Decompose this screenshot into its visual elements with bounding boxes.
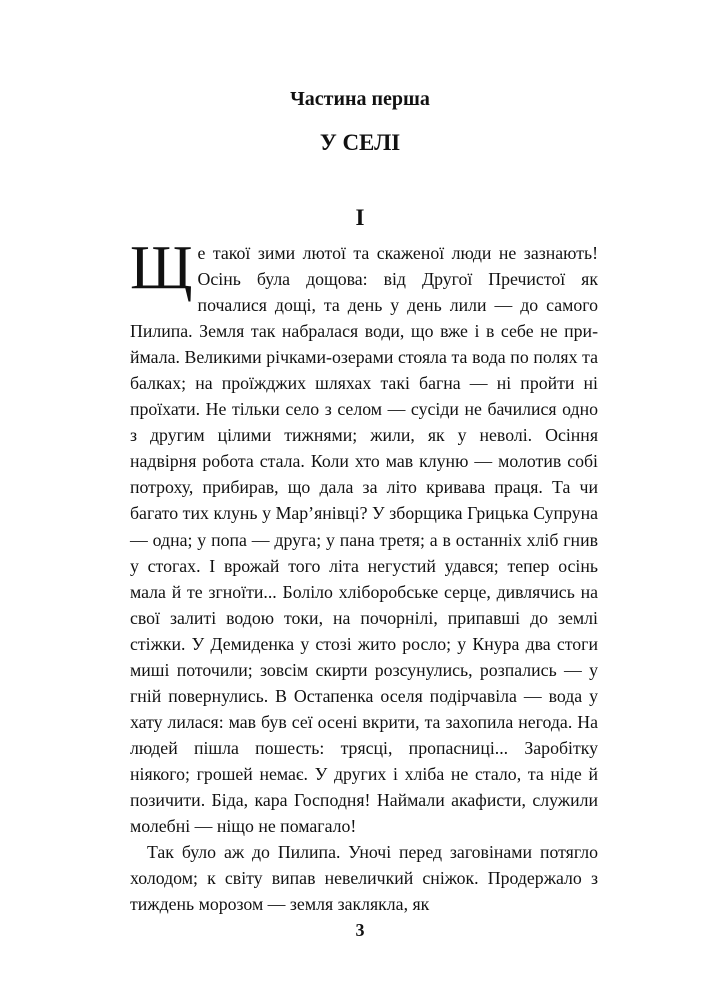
page-number: 3: [355, 920, 365, 940]
body-text: [130, 234, 598, 917]
chapter-number: I: [355, 205, 365, 230]
drop-cap: Щ: [130, 234, 193, 302]
paragraph-second: Так було аж до Пилипа. Уночі перед заговінами потягло холодом; к світу випав невеличкий сніжок. Продержало з тиждень морозом — земля заклякла, як: [130, 842, 598, 915]
paragraph-first: [130, 234, 598, 839]
paragraph-first-text: е такої зими лютої та скаженої люди не зазнають! Осінь була дощова: від Другої Пречистої як почалися дощі, та день у день лили — до самого Пилипа. Земля так набралася води, що вже і в себе не приймала. Великими річками-озерами стояла та вода по полях та балках; на проїжджих шляхах такі багна — ні пройти ні проїхати. Не тільки село з селом — сусіди не бачилися одно з другим цілими тижнями; жили, як у неволі. Осіння надвірня робота стала. Коли хто мав клуню — молотив собі потроху, прибирав, що дала за літо кривава праця. Та чи багато тих клунь у Мар’янівці? У зборщика Грицька Супруна — одна; у попа — друга; у пана третя; а в останніх хліб гнив у стогах. І врожай того літа негустий удався; тепер осінь мала й те згноїти... Боліло хліборобське серце, дивлячись на свої залиті водою токи, на почорнілі, припавші до землі стіжки. У Демиденка у стозі жито росло; у Кнура два стоги миші поточили; зовсім скирти розсунулись, розпались — у гній повернулись. В Остапенка оселя подірчавіла — вода у хату лилася: мав був сеї осені вкрити, та захопила негода. На людей пішла пошесть: трясці, пропасниці... Заробітку ніякого; грошей немає. У других і хліба не стало, та ніде й позичити. Біда, кара Господня! Наймали акафисти, служили молебні — ніщо не помагало!: [130, 243, 598, 837]
section-title: У СЕЛІ: [319, 130, 401, 155]
part-title: Частина перша: [290, 88, 430, 110]
